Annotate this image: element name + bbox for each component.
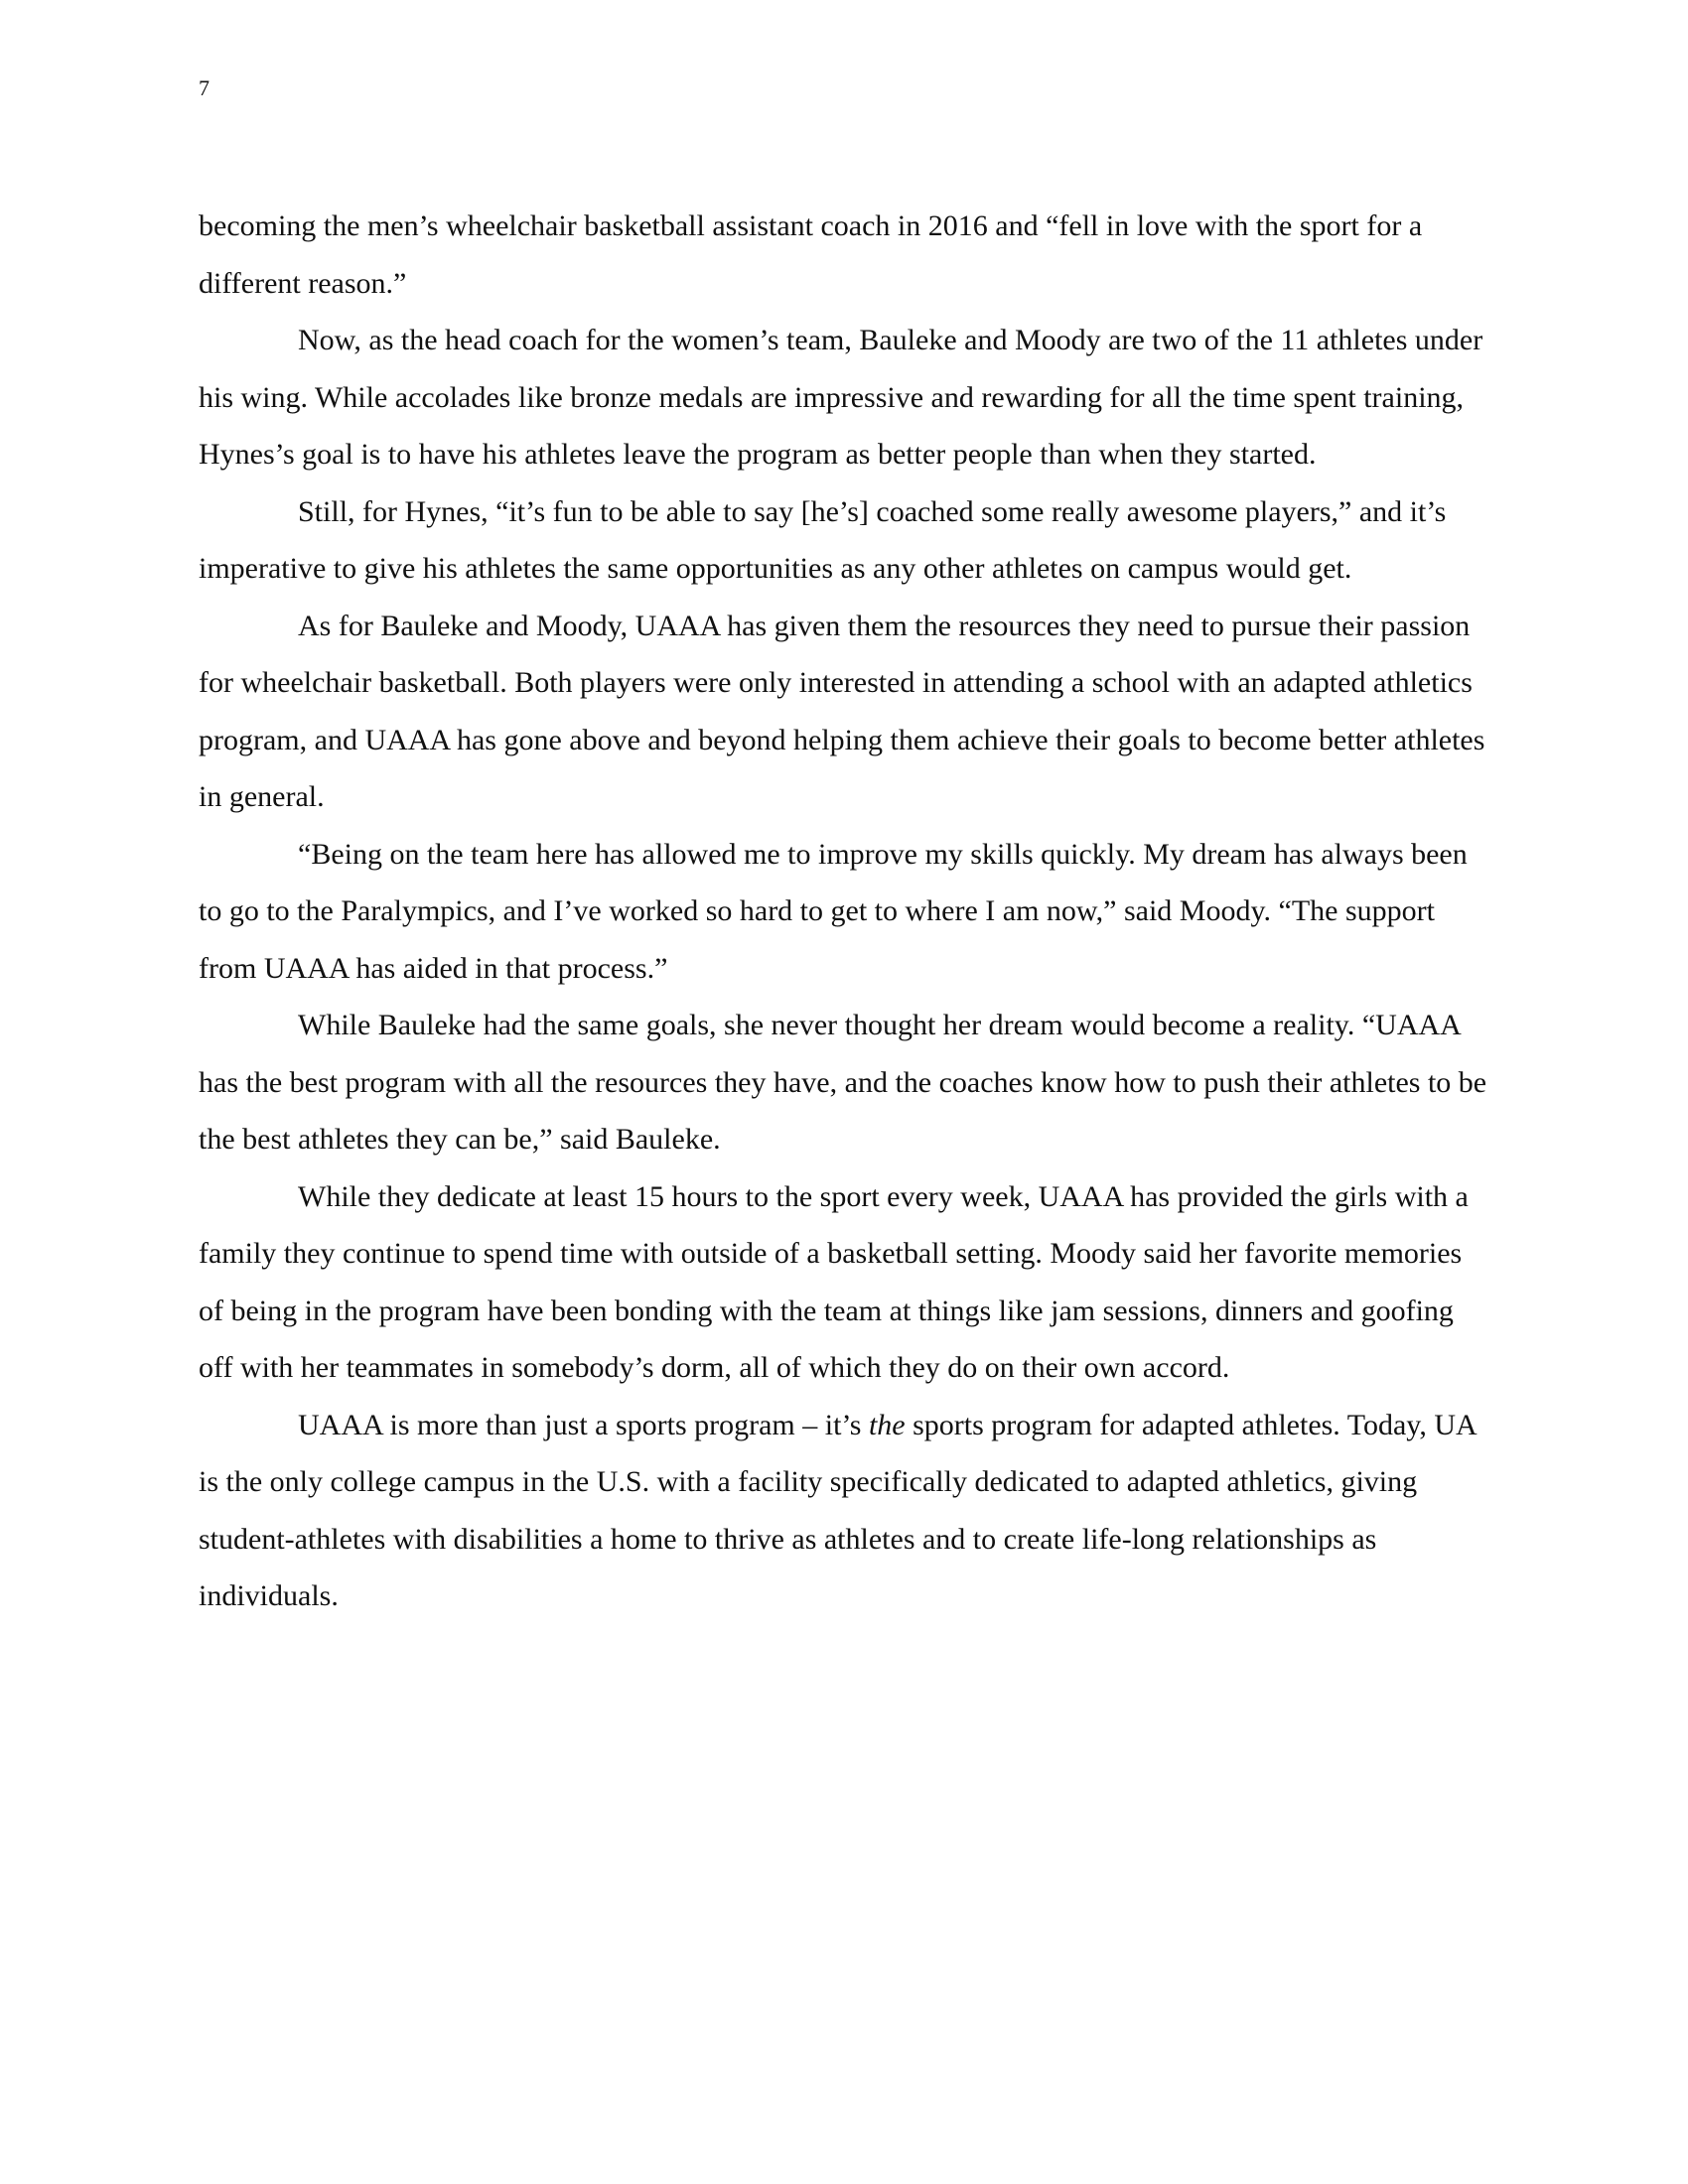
paragraph: While Bauleke had the same goals, she never thought her dream would become a reality. “UAAA has the best program with all the resources they have, and the coaches know how to push their athletes to be the best athletes they can be,” said Bauleke. — [199, 1009, 1487, 1156]
paragraph: While they dedicate at least 15 hours to the sport every week, UAAA has provided the girls with a family they continue to spend time with outside of a basketball setting. Moody said her favorite memories of being in the program have been bonding with the team at things like jam sessions, dinners and goofing off with her teammates in somebody’s dorm, all of which they do on their own accord. — [199, 1179, 1469, 1384]
paragraph-text-after: sports program for adapted athletes. Today, UA is the only college campus in the U.S. with a facility specifically dedicated to adapted athletics, giving student-athletes with disabilities a home to thrive as athletes and to create life-long relationships as individuals. — [199, 1408, 1477, 1612]
paragraph: “Being on the team here has allowed me to improve my skills quickly. My dream has always been to go to the Paralympics, and I’ve worked so hard to get to where I am now,” said Moody. “The support from UAAA has aided in that process.” — [199, 837, 1468, 985]
paragraph: Now, as the head coach for the women’s team, Bauleke and Moody are two of the 11 athletes under his wing. While accolades like bronze medals are impressive and rewarding for all the time spent training, Hynes’s goal is to have his athletes leave the program as better people than when they started. — [199, 324, 1483, 471]
paragraph: As for Bauleke and Moody, UAAA has given them the resources they need to pursue their passion for wheelchair basketball. Both players were only interested in attending a school with an adapted athletics program, and UAAA has gone above and beyond helping them achieve their goals to become better athletes in general. — [199, 609, 1485, 813]
page-number: 7 — [199, 75, 210, 100]
paragraph-text-before: UAAA is more than just a sports program – it’s — [298, 1408, 869, 1441]
emphasized-word: the — [868, 1408, 906, 1441]
paragraph: Still, for Hynes, “it’s fun to be able to say [he’s] coached some really awesome players,” and it’s imperative to give his athletes the same opportunities as any other athletes on campus would get. — [199, 494, 1447, 585]
article-body — [199, 198, 1489, 1625]
paragraph: becoming the men’s wheelchair basketball assistant coach in 2016 and “fell in love with the sport for a different reason.” — [199, 209, 1423, 300]
paragraph-with-emphasis — [199, 1397, 1489, 1625]
